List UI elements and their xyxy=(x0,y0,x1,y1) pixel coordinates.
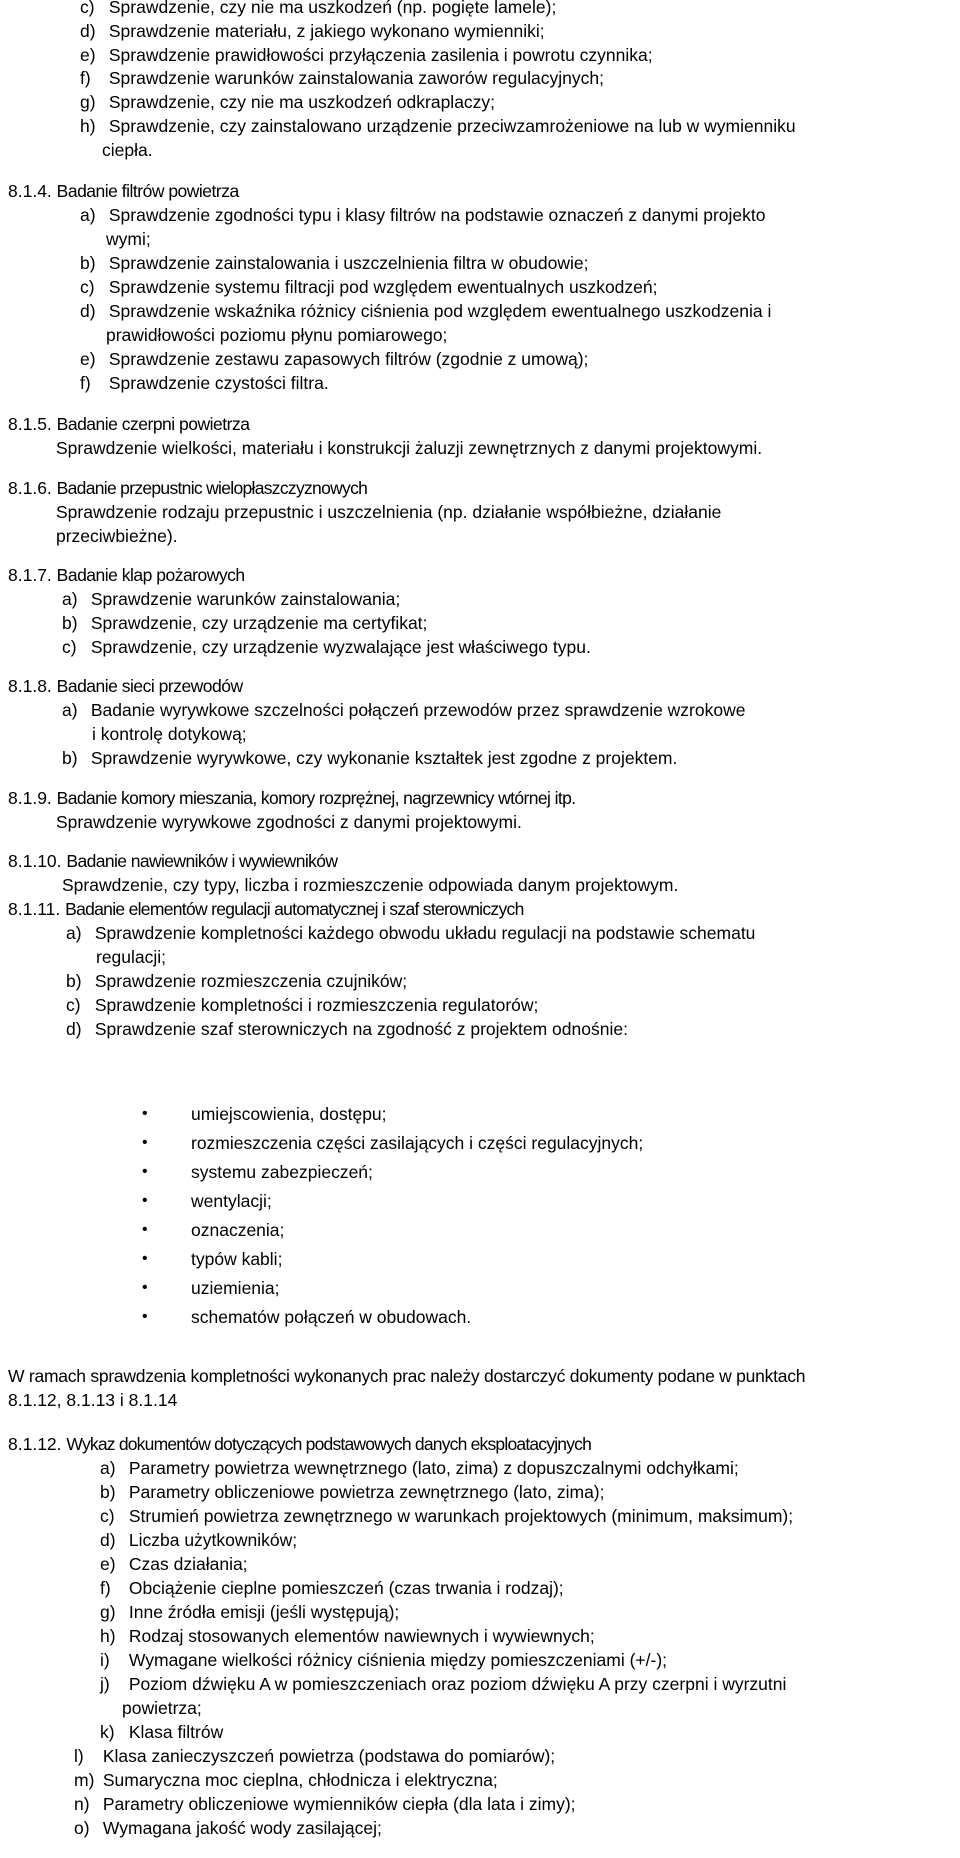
bullet-item: umiejscowienia, dostępu; xyxy=(191,1104,387,1124)
list-item: k) Klasa filtrów xyxy=(100,1722,224,1742)
list-item: a) Sprawdzenie zgodności typu i klasy filtrów na podstawie oznaczeń z danymi projekto xyxy=(80,205,766,225)
list-item: f) Sprawdzenie czystości filtra. xyxy=(80,373,329,393)
list-item: j) Poziom dźwięku A w pomieszczeniach oraz poziom dźwięku A przy czerpni i wyrzutni xyxy=(100,1674,787,1694)
list-item: c) Sprawdzenie kompletności i rozmieszczenia regulatorów; xyxy=(66,995,539,1015)
section-number: 8.1.4. xyxy=(8,181,52,201)
section-body: Sprawdzenie wielkości, materiału i konstrukcji żaluzji zewnętrznych z danymi projektowymi. xyxy=(56,438,763,458)
section-body: przeciwbieżne). xyxy=(56,526,178,546)
list-item: c) Sprawdzenie, czy urządzenie wyzwalające jest właściwego typu. xyxy=(62,637,591,657)
section-title: Badanie nawiewników i wywiewników xyxy=(66,851,338,871)
section-title: Badanie komory mieszania, komory rozprężnej, nagrzewnicy wtórnej itp. xyxy=(56,788,576,808)
list-item: g) Inne źródła emisji (jeśli występują); xyxy=(100,1602,400,1622)
list-item: f) Sprawdzenie warunków zainstalowania zaworów regulacyjnych; xyxy=(80,68,604,88)
list-item: a) Sprawdzenie kompletności każdego obwodu układu regulacji na podstawie schematu xyxy=(66,923,756,943)
section-heading xyxy=(8,786,576,810)
bullet-icon: • xyxy=(142,1192,148,1209)
section-body: Sprawdzenie rodzaju przepustnic i uszczelnienia (np. działanie współbieżne, działanie xyxy=(56,502,722,522)
list-item: b) Sprawdzenie, czy urządzenie ma certyfikat; xyxy=(62,613,428,633)
list-item: c) Sprawdzenie, czy nie ma uszkodzeń (np. pogięte lamele); xyxy=(80,0,557,17)
list-item-continuation: regulacji; xyxy=(96,947,167,967)
list-item: c) Strumień powietrza zewnętrznego w warunkach projektowych (minimum, maksimum); xyxy=(100,1506,794,1526)
list-item: d) Liczba użytkowników; xyxy=(100,1530,298,1550)
bullet-icon: • xyxy=(142,1105,148,1122)
list-item: e) Czas działania; xyxy=(100,1554,248,1574)
list-item: b) Sprawdzenie wyrywkowe, czy wykonanie kształtek jest zgodne z projektem. xyxy=(62,748,678,768)
list-item: h) Sprawdzenie, czy zainstalowano urządzenie przeciwzamrożeniowe na lub w wymienniku xyxy=(80,116,796,136)
section-title: Badanie elementów regulacji automatycznej i szaf sterowniczych xyxy=(65,899,524,919)
list-item-continuation: wymi; xyxy=(106,229,151,249)
bullet-item: rozmieszczenia części zasilających i części regulacyjnych; xyxy=(191,1133,644,1153)
bullet-item: oznaczenia; xyxy=(191,1220,285,1240)
list-item: d) Sprawdzenie szaf sterowniczych na zgodność z projektem odnośnie: xyxy=(66,1019,628,1039)
section-heading xyxy=(8,674,243,698)
section-heading xyxy=(8,849,337,873)
bullet-icon: • xyxy=(142,1221,148,1238)
bullet-item: schematów połączeń w obudowach. xyxy=(191,1307,472,1327)
bullet-item: systemu zabezpieczeń; xyxy=(191,1162,373,1182)
list-item: b) Sprawdzenie zainstalowania i uszczelnienia filtra w obudowie; xyxy=(80,253,589,273)
list-item: a) Sprawdzenie warunków zainstalowania; xyxy=(62,589,401,609)
bullet-icon: • xyxy=(142,1308,148,1325)
list-item: e) Sprawdzenie zestawu zapasowych filtrów (zgodnie z umową); xyxy=(80,349,589,369)
section-title: Badanie przepustnic wielopłaszczyznowych xyxy=(56,478,368,498)
section-heading xyxy=(8,1432,591,1456)
note-paragraph: 8.1.12, 8.1.13 i 8.1.14 xyxy=(8,1390,178,1410)
list-item: g) Sprawdzenie, czy nie ma uszkodzeń odkraplaczy; xyxy=(80,92,496,112)
section-heading xyxy=(8,897,524,921)
note-paragraph: W ramach sprawdzenia kompletności wykonanych prac należy dostarczyć dokumenty podane w punktach xyxy=(8,1366,806,1386)
bullet-item: typów kabli; xyxy=(191,1249,283,1269)
section-number: 8.1.9. xyxy=(8,788,52,808)
list-item: f) Obciążenie cieplne pomieszczeń (czas trwania i rodzaj); xyxy=(100,1578,564,1598)
section-heading xyxy=(8,476,367,500)
section-title: Badanie czerpni powietrza xyxy=(56,414,250,434)
bullet-icon: • xyxy=(142,1279,148,1296)
list-item-continuation: powietrza; xyxy=(122,1698,202,1718)
list-item: i) Wymagane wielkości różnicy ciśnienia między pomieszczeniami (+/-); xyxy=(100,1650,668,1670)
list-item: c) Sprawdzenie systemu filtracji pod względem ewentualnych uszkodzeń; xyxy=(80,277,658,297)
section-heading xyxy=(8,412,249,436)
list-item: h) Rodzaj stosowanych elementów nawiewnych i wywiewnych; xyxy=(100,1626,595,1646)
list-item: e) Sprawdzenie prawidłowości przyłączenia zasilenia i powrotu czynnika; xyxy=(80,45,653,65)
list-item: d) Sprawdzenie wskaźnika różnicy ciśnienia pod względem ewentualnego uszkodzenia i xyxy=(80,301,772,321)
section-number: 8.1.5. xyxy=(8,414,52,434)
section-number: 8.1.12. xyxy=(8,1434,62,1454)
list-item-continuation: ciepła. xyxy=(102,140,153,160)
bullet-icon: • xyxy=(142,1250,148,1267)
list-item: a) Badanie wyrywkowe szczelności połączeń przewodów przez sprawdzenie wzrokowe xyxy=(62,700,746,720)
list-item: o) Wymagana jakość wody zasilającej; xyxy=(74,1818,382,1838)
bullet-icon: • xyxy=(142,1163,148,1180)
list-item: a) Parametry powietrza wewnętrznego (lato, zima) z dopuszczalnymi odchyłkami; xyxy=(100,1458,739,1478)
list-item-continuation: prawidłowości poziomu płynu pomiarowego; xyxy=(106,325,448,345)
section-number: 8.1.8. xyxy=(8,676,52,696)
section-number: 8.1.10. xyxy=(8,851,62,871)
section-body: Sprawdzenie, czy typy, liczba i rozmieszczenie odpowiada danym projektowym. xyxy=(62,875,679,895)
list-item: n) Parametry obliczeniowe wymienników ciepła (dla lata i zimy); xyxy=(74,1794,576,1814)
bullet-item: wentylacji; xyxy=(191,1191,272,1211)
bullet-item: uziemienia; xyxy=(191,1278,280,1298)
list-item: d) Sprawdzenie materiału, z jakiego wykonano wymienniki; xyxy=(80,21,545,41)
list-item: b) Parametry obliczeniowe powietrza zewnętrznego (lato, zima); xyxy=(100,1482,605,1502)
list-item: m) Sumaryczna moc cieplna, chłodnicza i elektryczna; xyxy=(74,1770,498,1790)
section-title: Badanie sieci przewodów xyxy=(56,676,243,696)
bullet-icon: • xyxy=(142,1134,148,1151)
list-item: l) Klasa zanieczyszczeń powietrza (podstawa do pomiarów); xyxy=(74,1746,556,1766)
section-title: Wykaz dokumentów dotyczących podstawowych danych eksploatacyjnych xyxy=(66,1434,592,1454)
section-number: 8.1.11. xyxy=(8,899,61,919)
section-number: 8.1.7. xyxy=(8,565,52,585)
section-title: Badanie filtrów powietrza xyxy=(56,181,239,201)
list-item: b) Sprawdzenie rozmieszczenia czujników; xyxy=(66,971,408,991)
section-heading xyxy=(8,563,245,587)
list-item-continuation: i kontrolę dotykową; xyxy=(92,724,247,744)
section-title: Badanie klap pożarowych xyxy=(56,565,245,585)
section-body: Sprawdzenie wyrywkowe zgodności z danymi projektowymi. xyxy=(56,812,522,832)
section-number: 8.1.6. xyxy=(8,478,52,498)
section-heading xyxy=(8,179,239,203)
